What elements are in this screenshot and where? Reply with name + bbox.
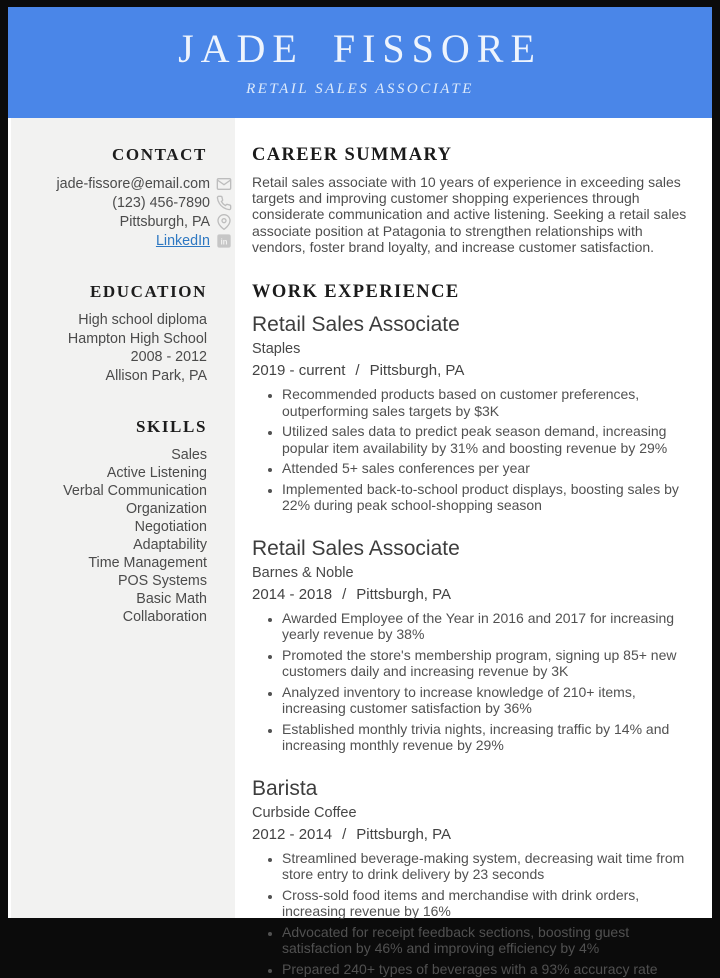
svg-text:in: in	[220, 236, 228, 246]
content-columns	[8, 118, 712, 977]
job-company: Staples	[252, 341, 301, 358]
skill-item: Organization	[125, 501, 207, 517]
job-bullet: • Cross-sold food items and merchandise with drink orders, increasing revenue by 16%	[282, 887, 702, 920]
phone-icon	[216, 195, 232, 211]
education-school: Hampton High School	[67, 330, 207, 347]
work-experience-section	[252, 282, 702, 977]
header-banner	[8, 7, 712, 118]
skill-item: POS Systems	[118, 573, 207, 589]
job-entry	[252, 777, 702, 978]
job-bullet: • Streamlined beverage-making system, decreasing wait time from store entry to drink delivery by 23 seconds	[282, 850, 702, 883]
skill-item: Active Listening	[106, 465, 207, 481]
job-location: Pittsburgh, PA	[369, 362, 465, 380]
job-bullet: • Attended 5+ sales conferences per year	[282, 460, 702, 477]
job-bullet: • Analyzed inventory to increase knowledge of 210+ items, increasing customer satisfaction by 36%	[282, 684, 702, 717]
job-entry	[252, 313, 702, 514]
job-meta-separator: /	[342, 825, 347, 843]
job-bullet: • Advocated for receipt feedback sections, boosting guest satisfaction by 46% and improving efficiency by 4%	[282, 924, 702, 957]
contact-location-row	[19, 212, 232, 231]
contact-linkedin-row	[19, 231, 232, 250]
job-title: Retail Sales Associate	[252, 313, 460, 337]
job-location: Pittsburgh, PA	[356, 825, 452, 843]
career-summary-text: Retail sales associate with 10 years of experience in exceeding sales targets and improving customer shopping experiences through considerate communication and active listening. Seeking a retail sales associate position at Patagonia to strengthen relationships with vendors, foster brand loyalty, and increase customer satisfaction.	[252, 174, 687, 255]
contact-location: Pittsburgh, PA	[119, 213, 210, 230]
job-bullets	[252, 386, 702, 514]
envelope-icon	[216, 176, 232, 192]
education-section	[19, 282, 232, 385]
job-bullet: • Prepared 240+ types of beverages with a 93% accuracy rate	[282, 961, 702, 978]
contact-email: jade-fissore@email.com	[56, 175, 210, 192]
job-title: Retail Sales Associate	[252, 536, 460, 560]
skill-item: Collaboration	[122, 609, 207, 625]
job-bullet: • Recommended products based on customer preferences, outperforming sales targets by $3K	[282, 386, 702, 419]
candidate-name: JADE FISSORE	[178, 26, 542, 71]
job-meta-separator: /	[342, 585, 347, 603]
job-location: Pittsburgh, PA	[356, 585, 452, 603]
linkedin-icon[interactable]	[216, 233, 232, 249]
job-title: Barista	[252, 776, 318, 800]
career-summary-section	[252, 145, 702, 255]
skill-item: Adaptability	[133, 537, 207, 553]
skills-list	[19, 446, 232, 626]
education-degree: High school diploma	[78, 312, 207, 328]
job-company: Curbside Coffee	[252, 804, 357, 821]
job-meta	[252, 586, 702, 603]
skill-item: Negotiation	[134, 519, 207, 535]
job-bullets	[252, 610, 702, 754]
work-experience-heading: WORK EXPERIENCE	[252, 282, 460, 303]
contact-section	[19, 145, 232, 250]
contact-email-row	[19, 174, 232, 193]
sidebar	[11, 118, 235, 918]
job-bullet: • Awarded Employee of the Year in 2016 and 2017 for increasing yearly revenue by 38%	[282, 610, 702, 643]
contact-heading: CONTACT	[112, 145, 207, 164]
resume-page	[8, 7, 712, 977]
job-meta	[252, 826, 702, 843]
candidate-job-title: RETAIL SALES ASSOCIATE	[246, 81, 474, 97]
job-dates: 2012 - 2014	[252, 825, 333, 843]
location-pin-icon	[216, 214, 232, 230]
skill-item: Time Management	[88, 555, 207, 571]
job-dates: 2019 - current	[252, 362, 346, 380]
job-bullet: • Promoted the store's membership program, signing up 85+ new customers daily and increasing revenue by 3K	[282, 647, 702, 680]
education-heading: EDUCATION	[89, 282, 207, 301]
job-meta	[252, 362, 702, 379]
job-entry	[252, 537, 702, 754]
skill-item: Sales	[171, 447, 207, 463]
job-bullet: • Utilized sales data to predict peak season demand, increasing popular item availability by 31% and boosting revenue by 29%	[282, 423, 702, 456]
education-dates: 2008 - 2012	[130, 349, 207, 365]
career-summary-heading: CAREER SUMMARY	[252, 145, 453, 165]
skills-section	[19, 417, 232, 626]
job-dates: 2014 - 2018	[252, 585, 333, 603]
skill-item: Basic Math	[136, 591, 207, 607]
job-meta-separator: /	[355, 362, 360, 380]
job-bullet: • Implemented back-to-school product displays, boosting sales by 22% during peak school-shopping season	[282, 481, 702, 514]
main-column	[235, 118, 712, 977]
contact-phone-row	[19, 193, 232, 212]
job-bullets	[252, 850, 702, 978]
skill-item: Verbal Communication	[63, 483, 207, 499]
job-company: Barnes & Noble	[252, 564, 354, 581]
job-bullet: • Established monthly trivia nights, increasing traffic by 14% and increasing monthly revenue by 29%	[282, 721, 702, 754]
contact-phone: (123) 456-7890	[112, 194, 210, 211]
education-location: Allison Park, PA	[105, 367, 207, 384]
linkedin-link[interactable]: LinkedIn	[155, 232, 210, 249]
skills-heading: SKILLS	[135, 417, 207, 436]
